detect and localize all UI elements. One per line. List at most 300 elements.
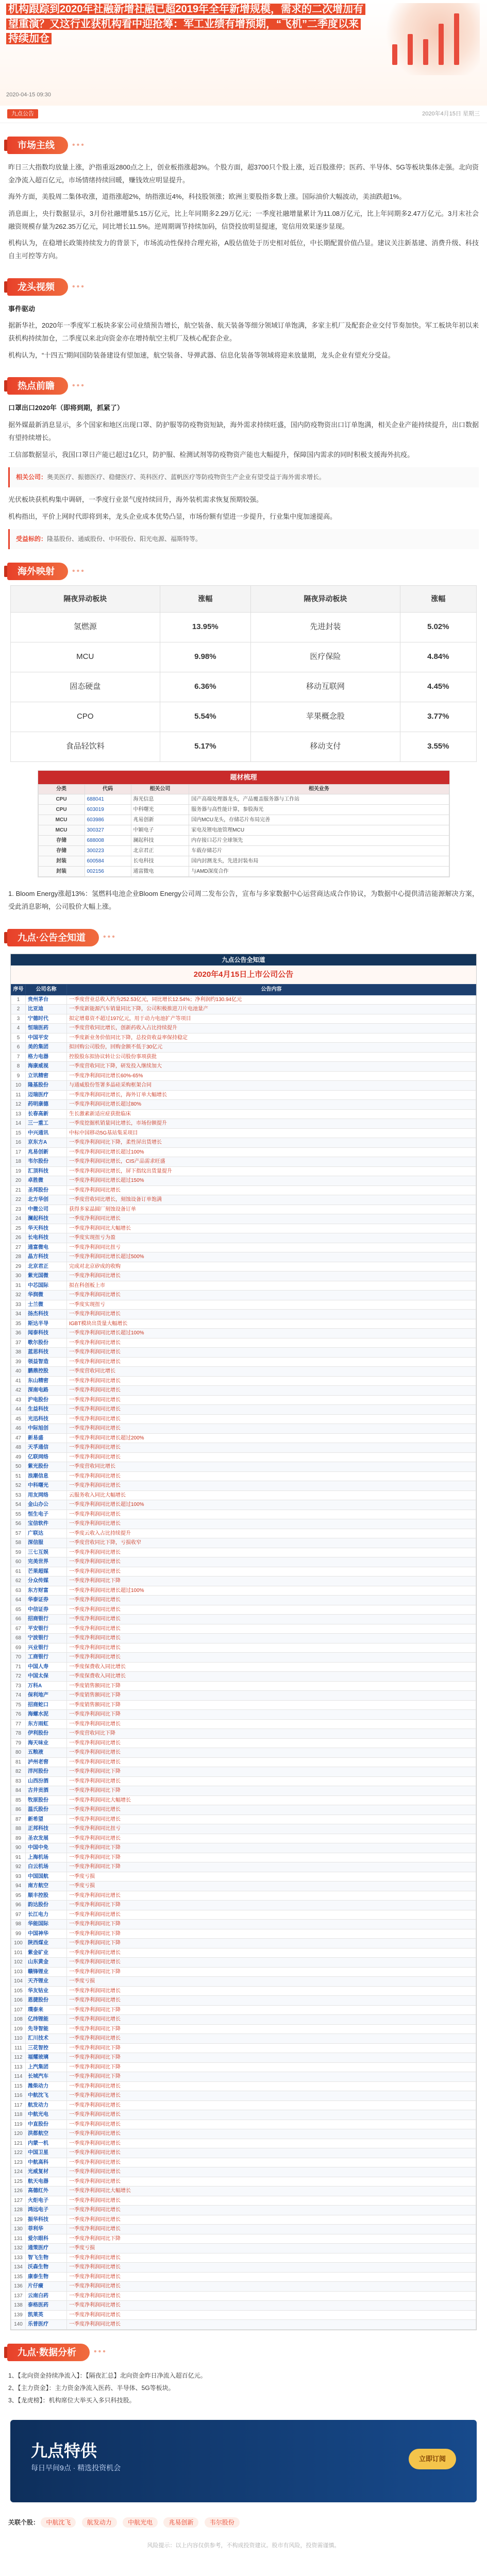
- company-name[interactable]: 保利地产: [26, 1691, 67, 1701]
- company-name[interactable]: 鹏鼎控股: [26, 1367, 67, 1377]
- table-row: [11, 1281, 476, 1291]
- company-name[interactable]: 三花智控: [26, 2043, 67, 2053]
- company-name[interactable]: 海天味业: [26, 1738, 67, 1748]
- row-index: 120: [11, 2129, 26, 2139]
- stock-chip[interactable]: 航发动力: [82, 2517, 117, 2528]
- announcement-text: 一季度净利润同比下降: [67, 1767, 476, 1777]
- announcement-text: 一季度净利润同比增长: [67, 2253, 476, 2263]
- company-name[interactable]: 扬杰科技: [26, 1310, 67, 1319]
- row-index: 102: [11, 1958, 26, 1968]
- company-name[interactable]: 卓胜微: [26, 1176, 67, 1186]
- company-name[interactable]: 中航高科: [26, 2158, 67, 2167]
- row-index: 42: [11, 1386, 26, 1396]
- company-name[interactable]: 宝信软件: [26, 1519, 67, 1529]
- company-name[interactable]: 迈瑞医疗: [26, 1090, 67, 1100]
- hot-note-text: 隆基股份、通威股份、中环股份、阳光电源、福斯特等。: [47, 535, 202, 543]
- company-name[interactable]: 天孚通信: [26, 1443, 67, 1453]
- table-row: [11, 1291, 476, 1300]
- banner-chart-illustration: [377, 3, 480, 75]
- row-index: 115: [11, 2081, 26, 2091]
- company-cell[interactable]: 海光信息: [131, 794, 189, 805]
- table-row: [11, 1901, 476, 1910]
- stock-chip[interactable]: 韦尔股份: [205, 2517, 240, 2528]
- company-name[interactable]: 振华科技: [26, 2215, 67, 2225]
- company-name[interactable]: 泸州老窖: [26, 1757, 67, 1767]
- announcement-text: 一季度净利润同比增长超过80%: [67, 1100, 476, 1110]
- table-row: [11, 1691, 476, 1701]
- announcement-text: 一季度净利润同比增长: [67, 1776, 476, 1786]
- stock-chip[interactable]: 兆易创新: [163, 2517, 198, 2528]
- company-name[interactable]: 中科曙光: [26, 1481, 67, 1491]
- company-name[interactable]: 用友网络: [26, 1490, 67, 1500]
- table-row: [11, 2215, 476, 2225]
- row-index: 5: [11, 1033, 26, 1043]
- announcement-text: 一季度新业务价值同比下降，总投资收益率保持稳定: [67, 1033, 476, 1043]
- table-row: [11, 1786, 476, 1796]
- announcement-text: 一季度净利润同比增长: [67, 2225, 476, 2234]
- row-index: 54: [11, 1500, 26, 1510]
- category-cell: CPU: [38, 794, 85, 805]
- announcement-text: 一季度净利润同比增长: [67, 2263, 476, 2273]
- company-name[interactable]: 京东方A: [26, 1138, 67, 1148]
- row-index: 35: [11, 1319, 26, 1329]
- code-cell[interactable]: 002156: [85, 867, 131, 877]
- company-name[interactable]: 凯莱英: [26, 2310, 67, 2320]
- company-name[interactable]: 五粮液: [26, 1748, 67, 1758]
- announcement-text: 一季度净利润同比增长: [67, 1567, 476, 1577]
- row-index: 22: [11, 1195, 26, 1205]
- company-name[interactable]: 宁波银行: [26, 1634, 67, 1643]
- row-index: 50: [11, 1462, 26, 1472]
- gain-cell: 4.45%: [400, 672, 476, 702]
- company-name[interactable]: 金山办公: [26, 1500, 67, 1510]
- company-name[interactable]: 中芯国际: [26, 1281, 67, 1291]
- company-name[interactable]: 长城汽车: [26, 2072, 67, 2082]
- row-index: 118: [11, 2110, 26, 2120]
- company-name[interactable]: 三一重工: [26, 1119, 67, 1129]
- company-name[interactable]: 洪都航空: [26, 2129, 67, 2139]
- sector-cell: 先进封装: [251, 613, 400, 642]
- stock-chip[interactable]: 中航光电: [123, 2517, 158, 2528]
- table-row: [11, 1843, 476, 1853]
- announcement-text: 一季度净利润同比增长60%-65%: [67, 1071, 476, 1081]
- company-name[interactable]: 圣邦股份: [26, 1185, 67, 1195]
- row-index: 7: [11, 1052, 26, 1062]
- row-index: 66: [11, 1615, 26, 1624]
- sector-cell: 移动支付: [251, 732, 400, 762]
- company-name[interactable]: 韵达股份: [26, 1901, 67, 1910]
- row-index: 132: [11, 2244, 26, 2253]
- company-name[interactable]: 广联达: [26, 1529, 67, 1538]
- row-index: 126: [11, 2187, 26, 2196]
- row-index: 24: [11, 1214, 26, 1224]
- table-row: [11, 2091, 476, 2101]
- company-name[interactable]: 东方雨虹: [26, 1719, 67, 1729]
- code-cell[interactable]: 688041: [85, 794, 131, 805]
- table-row: [11, 1195, 476, 1205]
- table-row: [11, 1185, 476, 1195]
- announcement-text: 一季度净利润同比增长: [67, 1757, 476, 1767]
- company-name[interactable]: 中信证券: [26, 1605, 67, 1615]
- row-index: 76: [11, 1710, 26, 1720]
- company-name[interactable]: 康泰生物: [26, 2272, 67, 2282]
- company-name[interactable]: 高德红外: [26, 2187, 67, 2196]
- company-name[interactable]: 长江电力: [26, 1910, 67, 1920]
- table-row: [11, 672, 477, 702]
- announcement-text: 一季度净利润同比增长: [67, 2206, 476, 2215]
- company-name[interactable]: 中微公司: [26, 1205, 67, 1214]
- company-name[interactable]: 新希望: [26, 1815, 67, 1824]
- company-name[interactable]: 韦尔股份: [26, 1157, 67, 1167]
- company-name[interactable]: 华天科技: [26, 1224, 67, 1233]
- company-name[interactable]: 正邦科技: [26, 1824, 67, 1834]
- category-cell: 存储: [38, 846, 85, 856]
- row-index: 110: [11, 2034, 26, 2044]
- company-name[interactable]: 深信服: [26, 1538, 67, 1548]
- company-name[interactable]: 上海机场: [26, 1853, 67, 1862]
- table-row: [11, 1596, 476, 1605]
- announcement-text: 一季度净利润同比增长: [67, 1386, 476, 1396]
- company-name[interactable]: 领益智造: [26, 1357, 67, 1367]
- company-cell[interactable]: 中科曙光: [131, 805, 189, 815]
- company-name[interactable]: 晶方科技: [26, 1252, 67, 1262]
- table-row: [11, 1243, 476, 1252]
- row-index: 14: [11, 1119, 26, 1129]
- company-name[interactable]: 华润微: [26, 1291, 67, 1300]
- company-name[interactable]: 通富微电: [26, 1243, 67, 1252]
- company-name[interactable]: 沪电股份: [26, 1395, 67, 1405]
- row-index: 75: [11, 1700, 26, 1710]
- table-row: [11, 1024, 476, 1033]
- subscribe-button[interactable]: 立即订阅: [409, 2449, 456, 2470]
- table-row: [11, 1519, 476, 1529]
- analysis-item: 2、【主力资金】：主力资金净流入医药、半导体、5G等板块。: [8, 2384, 175, 2392]
- table-row: [11, 1119, 476, 1129]
- promo-banner[interactable]: [10, 2420, 477, 2502]
- company-name[interactable]: 洋河股份: [26, 1767, 67, 1777]
- row-index: 63: [11, 1586, 26, 1596]
- row-index: 129: [11, 2215, 26, 2225]
- table-row: [11, 1891, 476, 1901]
- company-name[interactable]: 温氏股份: [26, 1805, 67, 1815]
- hot-note-text: 奥美医疗、振德医疗、稳健医疗、英科医疗、蓝帆医疗等防疫物资生产企业有望受益于海外需求增长。: [47, 473, 326, 481]
- row-index: 121: [11, 2139, 26, 2148]
- row-index: 45: [11, 1414, 26, 1424]
- company-name[interactable]: 火炬电子: [26, 2196, 67, 2206]
- company-name[interactable]: 比亚迪: [26, 1005, 67, 1014]
- company-cell[interactable]: 中颖电子: [131, 825, 189, 836]
- company-name[interactable]: 东山精密: [26, 1376, 67, 1386]
- row-index: 128: [11, 2206, 26, 2215]
- announcement-text: 一季度净利润同比下降: [67, 2072, 476, 2082]
- company-name[interactable]: 贵州茅台: [26, 995, 67, 1005]
- announcement-text: 一季度净利润同比增长，屏下指纹出货量提升: [67, 1166, 476, 1176]
- table-row: [11, 2187, 476, 2196]
- announcement-text: 一季度净利润同比增长: [67, 1424, 476, 1434]
- company-name[interactable]: 亿纬锂能: [26, 2015, 67, 2025]
- row-index: 18: [11, 1157, 26, 1167]
- row-index: 137: [11, 2291, 26, 2301]
- announcement-text: 一季度保费收入同比增长: [67, 1662, 476, 1672]
- table-row: [11, 1405, 476, 1415]
- announcement-text: 一季度净利润同比下降，柔性屏出货增长: [67, 1138, 476, 1148]
- company-name[interactable]: 三七互娱: [26, 1548, 67, 1557]
- announcement-card: [10, 954, 477, 2330]
- company-name[interactable]: 顺丰控股: [26, 1891, 67, 1901]
- table-row: [11, 1138, 476, 1148]
- company-name[interactable]: 中国中免: [26, 1843, 67, 1853]
- table-row: [11, 1986, 476, 1996]
- company-name[interactable]: 航发动力: [26, 2100, 67, 2110]
- company-name[interactable]: 华友钴业: [26, 1986, 67, 1996]
- company-name[interactable]: 紫光国微: [26, 1272, 67, 1281]
- table-row: [11, 1634, 476, 1643]
- company-name[interactable]: 中国卫星: [26, 2148, 67, 2158]
- company-name[interactable]: 汇川技术: [26, 2034, 67, 2044]
- row-index: 4: [11, 1024, 26, 1033]
- code-cell[interactable]: 688008: [85, 836, 131, 846]
- row-index: 111: [11, 2043, 26, 2053]
- company-name[interactable]: 中兴通讯: [26, 1128, 67, 1138]
- company-name[interactable]: 新易盛: [26, 1433, 67, 1443]
- table-row: [11, 1795, 476, 1805]
- company-name[interactable]: 斯达半导: [26, 1319, 67, 1329]
- company-name[interactable]: 紫金矿业: [26, 1948, 67, 1958]
- company-name[interactable]: 生益科技: [26, 1405, 67, 1415]
- company-name[interactable]: 招商蛇口: [26, 1700, 67, 1710]
- company-name[interactable]: 光迅科技: [26, 1414, 67, 1424]
- company-cell[interactable]: 长电科技: [131, 856, 189, 867]
- company-name[interactable]: 长电科技: [26, 1233, 67, 1243]
- company-name[interactable]: 中国人寿: [26, 1662, 67, 1672]
- row-index: 25: [11, 1224, 26, 1233]
- company-name[interactable]: 古井贡酒: [26, 1786, 67, 1796]
- company-name[interactable]: 白云机场: [26, 1862, 67, 1872]
- announcement-text: 一季度净利润同比增长: [67, 1557, 476, 1567]
- company-name[interactable]: 内蒙一机: [26, 2139, 67, 2148]
- section-title-hot: [7, 377, 487, 395]
- analysis-item: 1、【北向资金持续净流入】：【隔夜汇总】北向资金昨日净流入超百亿元。: [8, 2371, 207, 2379]
- table-row: [11, 1948, 476, 1958]
- row-index: 46: [11, 1424, 26, 1434]
- code-cell[interactable]: 603986: [85, 815, 131, 825]
- table-row: [11, 1319, 476, 1329]
- company-name[interactable]: 美的集团: [26, 1043, 67, 1053]
- company-name[interactable]: 沃森生物: [26, 2263, 67, 2273]
- company-name[interactable]: 爱尔眼科: [26, 2234, 67, 2244]
- company-name[interactable]: 光威复材: [26, 2167, 67, 2177]
- company-name[interactable]: 兆易创新: [26, 1147, 67, 1157]
- company-name[interactable]: 汇顶科技: [26, 1166, 67, 1176]
- row-index: 71: [11, 1662, 26, 1672]
- table-row: [11, 1977, 476, 1987]
- company-name[interactable]: 北京君正: [26, 1262, 67, 1272]
- company-name[interactable]: 中国太保: [26, 1672, 67, 1682]
- company-name[interactable]: 山西汾酒: [26, 1776, 67, 1786]
- table-row: [11, 1395, 476, 1405]
- table-header-cell: 相关公司: [131, 785, 189, 794]
- announcement-text: 一季度净利润同比增长: [67, 1958, 476, 1968]
- table-row: [11, 1615, 476, 1624]
- company-name[interactable]: 片仔癀: [26, 2282, 67, 2292]
- leader-paragraph: 机构认为，“十四五”期间国防装备建设有望加速，航空装备、导弹武器、信息化装备等领域将迎来放量期，龙头企业有望充分受益。: [8, 351, 395, 359]
- company-name[interactable]: 陕西煤业: [26, 1939, 67, 1948]
- company-name[interactable]: 华泰证券: [26, 1596, 67, 1605]
- company-name[interactable]: 分众传媒: [26, 1577, 67, 1586]
- company-name[interactable]: 北方华创: [26, 1195, 67, 1205]
- banner: [0, 0, 487, 106]
- table-row: [11, 1300, 476, 1310]
- company-cell[interactable]: 北京君正: [131, 846, 189, 856]
- company-name[interactable]: 中航沈飞: [26, 2091, 67, 2101]
- company-name[interactable]: 海螺水泥: [26, 1710, 67, 1720]
- table-row: [11, 2129, 476, 2139]
- company-name[interactable]: 伊利股份: [26, 1729, 67, 1739]
- company-name[interactable]: 蓝思科技: [26, 1348, 67, 1358]
- company-name[interactable]: 中航光电: [26, 2110, 67, 2120]
- code-cell[interactable]: 300223: [85, 846, 131, 856]
- announcement-text: 完成对北京矽成的收购: [67, 1262, 476, 1272]
- company-name[interactable]: 华能国际: [26, 1920, 67, 1929]
- company-name[interactable]: 中国国航: [26, 1872, 67, 1882]
- company-name[interactable]: 紫光股份: [26, 1462, 67, 1472]
- hot-paragraph: 机构指出，平价上网时代即将到来，龙头企业成本优势凸显，市场份额有望进一步提升，行业集中度加速提高。: [8, 512, 337, 520]
- company-name[interactable]: 恒瑞医药: [26, 1024, 67, 1033]
- company-name[interactable]: 东方财富: [26, 1586, 67, 1596]
- table-header-row: [11, 984, 476, 995]
- row-index: 109: [11, 2024, 26, 2034]
- company-name[interactable]: 完美世界: [26, 1557, 67, 1567]
- row-index: 51: [11, 1471, 26, 1481]
- announcement-text: 一季度净利润同比增长: [67, 2272, 476, 2282]
- company-name[interactable]: 菲利华: [26, 2225, 67, 2234]
- announcement-text: 一季度净利润同比增长: [67, 1996, 476, 2006]
- table-row: [11, 1805, 476, 1815]
- company-name[interactable]: 天齐锂业: [26, 1977, 67, 1987]
- table-row: [11, 2043, 476, 2053]
- announcement-text: 一季度净利润同比增长: [67, 1634, 476, 1643]
- row-index: 91: [11, 1853, 26, 1862]
- company-name[interactable]: 宁德时代: [26, 1014, 67, 1024]
- company-cell[interactable]: 澜起科技: [131, 836, 189, 846]
- company-name[interactable]: 山东黄金: [26, 1958, 67, 1968]
- company-name[interactable]: 万科A: [26, 1681, 67, 1691]
- table-row: [11, 1052, 476, 1062]
- company-name[interactable]: 长春高新: [26, 1109, 67, 1119]
- announcement-text: 控股股东拟协议转让公司股份事项获批: [67, 1052, 476, 1062]
- company-name[interactable]: 隆基股份: [26, 1081, 67, 1091]
- company-name[interactable]: 格力电器: [26, 1052, 67, 1062]
- company-name[interactable]: 中际旭创: [26, 1424, 67, 1434]
- company-name[interactable]: 浪潮信息: [26, 1471, 67, 1481]
- business-cell: 服务器与高性能计算，参股海光: [189, 805, 449, 815]
- table-row: [11, 1443, 476, 1453]
- company-name[interactable]: 恩捷股份: [26, 1996, 67, 2006]
- company-name[interactable]: 海康威视: [26, 1062, 67, 1072]
- company-name[interactable]: 芒果超媒: [26, 1567, 67, 1577]
- table-row: [11, 2015, 476, 2025]
- company-name[interactable]: 兴业银行: [26, 1643, 67, 1653]
- code-cell[interactable]: 603019: [85, 805, 131, 815]
- company-name[interactable]: 招商银行: [26, 1615, 67, 1624]
- company-name[interactable]: 恒生电子: [26, 1510, 67, 1519]
- company-name[interactable]: 智飞生物: [26, 2253, 67, 2263]
- company-name[interactable]: 歌尔股份: [26, 1338, 67, 1348]
- company-name[interactable]: 泰格医药: [26, 2301, 67, 2311]
- company-name[interactable]: 赣锋锂业: [26, 1967, 67, 1977]
- code-cell[interactable]: 300327: [85, 825, 131, 836]
- code-cell[interactable]: 600584: [85, 856, 131, 867]
- company-name[interactable]: 鸿远电子: [26, 2206, 67, 2215]
- company-name[interactable]: 药明康德: [26, 1100, 67, 1110]
- company-name[interactable]: 中国平安: [26, 1033, 67, 1043]
- hot-paragraph: 据外媒最新消息显示，多个国家和地区出现口罩、防护服等防疫物资短缺，海外需求持续旺盛，国内防疫物资出口订单饱满，相关企业产能持续提升，出口数据有望持续增长。: [8, 421, 479, 442]
- company-name[interactable]: 潍柴动力: [26, 2081, 67, 2091]
- announcement-text: 一季度营收同比增长，刻蚀设备订单饱满: [67, 1195, 476, 1205]
- row-index: 99: [11, 1929, 26, 1939]
- company-name[interactable]: 深南电路: [26, 1386, 67, 1396]
- company-name[interactable]: 立讯精密: [26, 1071, 67, 1081]
- row-index: 98: [11, 1920, 26, 1929]
- company-name[interactable]: 云南白药: [26, 2291, 67, 2301]
- announcement-text: 一季度营收同比增长: [67, 1367, 476, 1377]
- table-row: [11, 1348, 476, 1358]
- company-cell[interactable]: 兆易创新: [131, 815, 189, 825]
- company-name[interactable]: 先导智能: [26, 2024, 67, 2034]
- table-row: [11, 1338, 476, 1348]
- company-name[interactable]: 工商银行: [26, 1653, 67, 1663]
- company-name[interactable]: 中直股份: [26, 2120, 67, 2129]
- company-name[interactable]: 中国神华: [26, 1929, 67, 1939]
- announcement-text: 一季度净利润同比增长: [67, 1185, 476, 1195]
- table-row: [11, 2320, 476, 2330]
- row-index: 74: [11, 1691, 26, 1701]
- announcement-text: 一季度净利润同比扭亏: [67, 1243, 476, 1252]
- column-tag[interactable]: 九点公告: [7, 109, 38, 118]
- row-index: 19: [11, 1166, 26, 1176]
- announcement-text: 一季度销售额同比下降: [67, 1681, 476, 1691]
- announcement-text: 与通威股份签署多晶硅采购框架合同: [67, 1081, 476, 1091]
- table-header-cell: 公告内容: [67, 984, 476, 995]
- company-name[interactable]: 闻泰科技: [26, 1329, 67, 1338]
- company-name[interactable]: 福耀玻璃: [26, 2053, 67, 2063]
- analysis-list: [0, 2366, 487, 2410]
- company-name[interactable]: 士兰微: [26, 1300, 67, 1310]
- section-title-dots: •••: [72, 381, 86, 391]
- announcement-text: 一季度净利润同比增长: [67, 2034, 476, 2044]
- company-name[interactable]: 航天电器: [26, 2177, 67, 2187]
- company-name[interactable]: 澜起科技: [26, 1214, 67, 1224]
- company-cell[interactable]: 通富微电: [131, 867, 189, 877]
- company-name[interactable]: 乐普医疗: [26, 2320, 67, 2330]
- announcement-text: 一季度净利润同比增长超过500%: [67, 1252, 476, 1262]
- company-name[interactable]: 牧原股份: [26, 1795, 67, 1805]
- announcement-text: 一季度亏损: [67, 1872, 476, 1882]
- company-name[interactable]: 南方航空: [26, 1882, 67, 1891]
- announcement-text: 一季度净利润同比增长: [67, 2120, 476, 2129]
- company-name[interactable]: 亿联网络: [26, 1452, 67, 1462]
- company-name[interactable]: 璞泰来: [26, 2005, 67, 2015]
- stock-chip[interactable]: 中航沈飞: [41, 2517, 76, 2528]
- company-name[interactable]: 通策医疗: [26, 2244, 67, 2253]
- table-row: [11, 1252, 476, 1262]
- company-name[interactable]: 平安银行: [26, 1624, 67, 1634]
- company-name[interactable]: 上汽集团: [26, 2062, 67, 2072]
- row-index: 60: [11, 1557, 26, 1567]
- table-row: [11, 2272, 476, 2282]
- row-index: 101: [11, 1948, 26, 1958]
- company-name[interactable]: 圣农发展: [26, 1834, 67, 1843]
